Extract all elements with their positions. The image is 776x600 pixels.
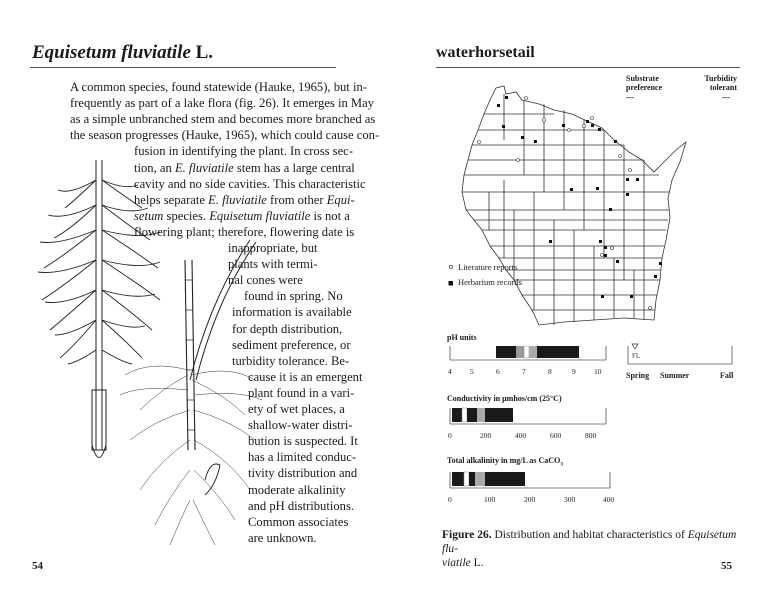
season-marker: FL xyxy=(632,352,641,360)
alkalinity-tick: 400 xyxy=(603,495,615,504)
body-line: bution is suspected. It xyxy=(248,434,358,449)
body-line: and pH distributions. xyxy=(248,498,354,513)
body-line: information is available xyxy=(232,305,352,320)
legend-literature: Literature reports xyxy=(458,262,518,272)
body-line: plant found in a vari- xyxy=(248,385,355,400)
body-line: Common associates xyxy=(248,514,349,529)
flowering-marker-icon xyxy=(632,344,638,349)
body-line: setum species. Equisetum fluviatile is not a xyxy=(134,208,350,223)
season-summer: Summer xyxy=(660,371,690,380)
conductivity-tick: 0 xyxy=(448,431,452,440)
header-rule-right xyxy=(436,67,740,68)
legend-herbarium: Herbarium records xyxy=(458,277,522,287)
body-line: helps separate E. fluviatile from other Equi- xyxy=(134,192,355,207)
body-line: cause it is an emergent xyxy=(248,369,363,384)
body-line: for depth distribution, xyxy=(232,321,343,336)
body-line: ety of wet places, a xyxy=(248,402,345,416)
conductivity-tick: 400 xyxy=(515,431,527,440)
page-number-left: 54 xyxy=(32,560,43,572)
turbidity-value: — xyxy=(722,93,730,102)
alkalinity-tick: 300 xyxy=(564,495,576,504)
body-line: shallow-water distri- xyxy=(248,418,353,433)
figure-caption: Figure 26. Distribution and habitat characteristics of Equisetum flu- viatile L. xyxy=(442,529,737,569)
plant-illustration xyxy=(30,150,280,550)
species-heading xyxy=(32,42,213,64)
body-line: sediment preference, or xyxy=(232,337,351,352)
species-name: Equisetum fluviatile xyxy=(32,42,191,63)
body-line: are unknown. xyxy=(248,530,317,545)
body-line: flowering plant; therefore, flowering date is xyxy=(134,224,355,239)
body-line: moderate alkalinity xyxy=(248,482,346,497)
header-rule-left xyxy=(30,67,336,68)
conductivity-bar xyxy=(446,402,616,442)
ph-tick: 6 xyxy=(496,367,500,376)
common-name-heading: waterhorsetail xyxy=(436,44,535,61)
season-bar xyxy=(624,340,744,384)
conductivity-tick: 200 xyxy=(480,431,492,440)
turbidity-label: Turbidity tolerant xyxy=(704,74,737,92)
alkalinity-tick: 100 xyxy=(484,495,496,504)
alkalinity-tick: 0 xyxy=(448,495,452,504)
body-line: tivity distribution and xyxy=(248,466,358,481)
body-line: frequently as part of a lake flora (fig. 26). It emerges in May xyxy=(70,96,375,111)
body-line: the season progresses (Hauke, 1965), which could cause con- xyxy=(70,128,380,143)
body-line: as a simple unbranched stem and becomes more branched as xyxy=(70,112,376,127)
ph-title: pH units xyxy=(447,333,477,342)
body-line: plants with termi- xyxy=(228,257,318,272)
species-author: L. xyxy=(195,42,214,63)
alkalinity-tick: 200 xyxy=(524,495,536,504)
caption-label: Figure 26. xyxy=(442,529,492,541)
body-line: tion, an E. fluviatile stem has a large central xyxy=(134,160,355,175)
ph-tick: 7 xyxy=(522,367,526,376)
ph-tick: 9 xyxy=(572,367,576,376)
ph-tick: 4 xyxy=(448,367,452,376)
conductivity-title: Conductivity in μmhos/cm (25°C) xyxy=(447,394,562,403)
substrate-label: Substrate preference xyxy=(626,74,663,92)
conductivity-tick: 800 xyxy=(585,431,597,440)
body-line: cavity and no side cavities. This characteristic xyxy=(134,176,366,191)
substrate-value: — xyxy=(626,93,634,102)
body-line: inappropriate, but xyxy=(228,241,318,255)
literature-marker-icon xyxy=(447,263,457,273)
body-line: nal cones were xyxy=(228,273,303,288)
ph-tick: 5 xyxy=(470,367,474,376)
conductivity-tick: 600 xyxy=(550,431,562,440)
ph-bar xyxy=(446,340,616,380)
herbarium-marker-icon xyxy=(447,279,457,289)
season-spring: Spring xyxy=(626,371,650,380)
body-line: A common species, found statewide (Hauke, 1965), but in- xyxy=(70,80,367,94)
body-line: fusion in identifying the plant. In cross sec- xyxy=(134,144,353,159)
ph-tick: 8 xyxy=(548,367,552,376)
alkalinity-bar xyxy=(446,466,621,506)
ph-tick: 10 xyxy=(594,367,602,376)
alkalinity-title: Total alkalinity in mg/L as CaCO$_3$ xyxy=(447,456,564,468)
body-line: turbidity tolerance. Be- xyxy=(232,353,350,368)
distribution-map xyxy=(444,80,704,330)
body-line: found in spring. No xyxy=(244,289,343,304)
page-number-right: 55 xyxy=(721,560,732,572)
body-line: has a limited conduc- xyxy=(248,450,357,465)
season-fall: Fall xyxy=(720,371,734,380)
